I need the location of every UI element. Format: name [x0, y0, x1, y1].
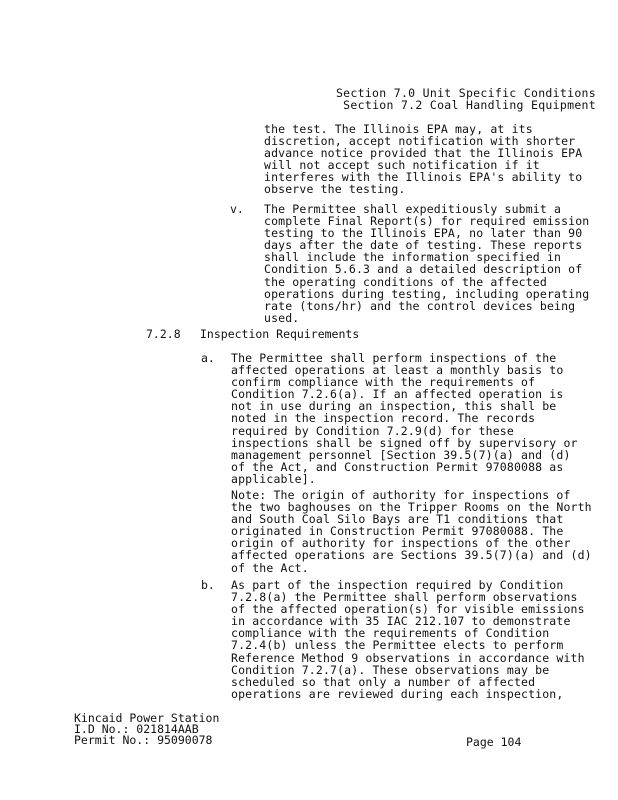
text-line: Condition 7.2.7(a). These observations may be [231, 662, 550, 677]
text-line: Note: The origin of authority for inspections of [231, 488, 571, 502]
text-line: 7.2.4(b) unless the Permittee elects to perform [231, 638, 564, 653]
text-line: Condition 5.6.3 and a detailed description of [264, 262, 583, 277]
text-line: rate (tons/hr) and the control devices being [264, 298, 576, 313]
text-line: in accordance with 35 IAC 212.107 to demonstrate [231, 614, 571, 629]
text-line: compliance with the requirements of Condition [231, 626, 550, 641]
text-line: advance notice provided that the Illinois EPA [264, 146, 583, 161]
text-line: the operating conditions of the affected [264, 274, 547, 289]
section-number: 7.2.8 [146, 327, 181, 341]
text-line: shall include the information specified in [264, 250, 562, 265]
item-v-paragraph [264, 203, 589, 324]
text-line: interferes with the Illinois EPA's ability to [264, 170, 583, 185]
text-line: Condition 7.2.6(a). If an affected operation is [231, 387, 564, 402]
text-line: The Permittee shall perform inspections of the [231, 351, 557, 365]
continuation-paragraph [264, 123, 582, 196]
text-line: confirm compliance with the requirements of [231, 375, 536, 390]
item-a-paragraph [231, 352, 578, 485]
subsection-header: Section 7.2 Coal Handling Equipment [343, 98, 596, 112]
text-line: As part of the inspection required by Condition [231, 578, 564, 592]
text-line: days after the date of testing. These reports [264, 238, 583, 253]
item-a-note [231, 489, 592, 574]
text-line: originated in Construction Permit 97080088. The [231, 524, 564, 539]
text-line: will not accept such notification if it [264, 158, 540, 173]
text-line: The Permittee shall expeditiously submit a [264, 202, 562, 216]
text-line: not in use during an inspection, this shall be [231, 399, 557, 414]
text-line: operations during testing, including operating [264, 286, 590, 301]
page-number: Page 104 [466, 735, 522, 749]
text-line: observe the testing. [264, 182, 406, 197]
text-line: noted in the inspection record. The records [231, 411, 536, 426]
text-line: applicable]. [231, 471, 316, 486]
text-line: discretion, accept notification with shorter [264, 134, 576, 149]
text-line: complete Final Report(s) for required emission [264, 214, 590, 229]
text-line: origin of authority for inspections of the other [231, 536, 571, 551]
text-line: operations are reviewed during each inspection, [231, 686, 564, 701]
section-header: Section 7.0 Unit Specific Conditions [335, 86, 596, 100]
item-b-marker: b. [201, 578, 215, 592]
text-line: the test. The Illinois EPA may, at its [264, 122, 533, 136]
text-line: of the Act. [231, 560, 309, 575]
text-line: of the affected operation(s) for visible emissions [231, 602, 585, 617]
item-a-marker: a. [201, 351, 215, 365]
section-title: Inspection Requirements [200, 327, 360, 341]
text-line: testing to the Illinois EPA, no later than 90 [264, 226, 583, 241]
text-line: used. [264, 310, 300, 325]
text-line: inspections shall be signed off by supervisory or [231, 435, 578, 450]
text-line: affected operations are Sections 39.5(7)(a) and (d) [231, 548, 592, 563]
text-line: 7.2.8(a) the Permittee shall perform observations [231, 590, 578, 605]
text-line: the two baghouses on the Tripper Rooms on the North [231, 500, 592, 515]
text-line: management personnel [Section 39.5(7)(a) and (d) [231, 447, 571, 462]
item-b-paragraph [231, 579, 585, 700]
text-line: Reference Method 9 observations in accordance with [231, 650, 585, 665]
item-v-marker: v. [230, 202, 244, 216]
text-line: and South Coal Silo Bays are T1 conditions that [231, 512, 564, 527]
footer-facility: Kincaid Power Station [74, 711, 220, 725]
text-line: affected operations at least a monthly basis to [231, 363, 564, 378]
text-line: required by Condition 7.2.9(d) for these [231, 423, 514, 438]
footer-id-number: I.D No.: 021814AAB [74, 722, 199, 736]
text-line: scheduled so that only a number of affected [231, 674, 536, 689]
text-line: of the Act, and Construction Permit 97080088 as [231, 459, 564, 474]
footer-permit-number: Permit No.: 95090078 [74, 733, 213, 747]
